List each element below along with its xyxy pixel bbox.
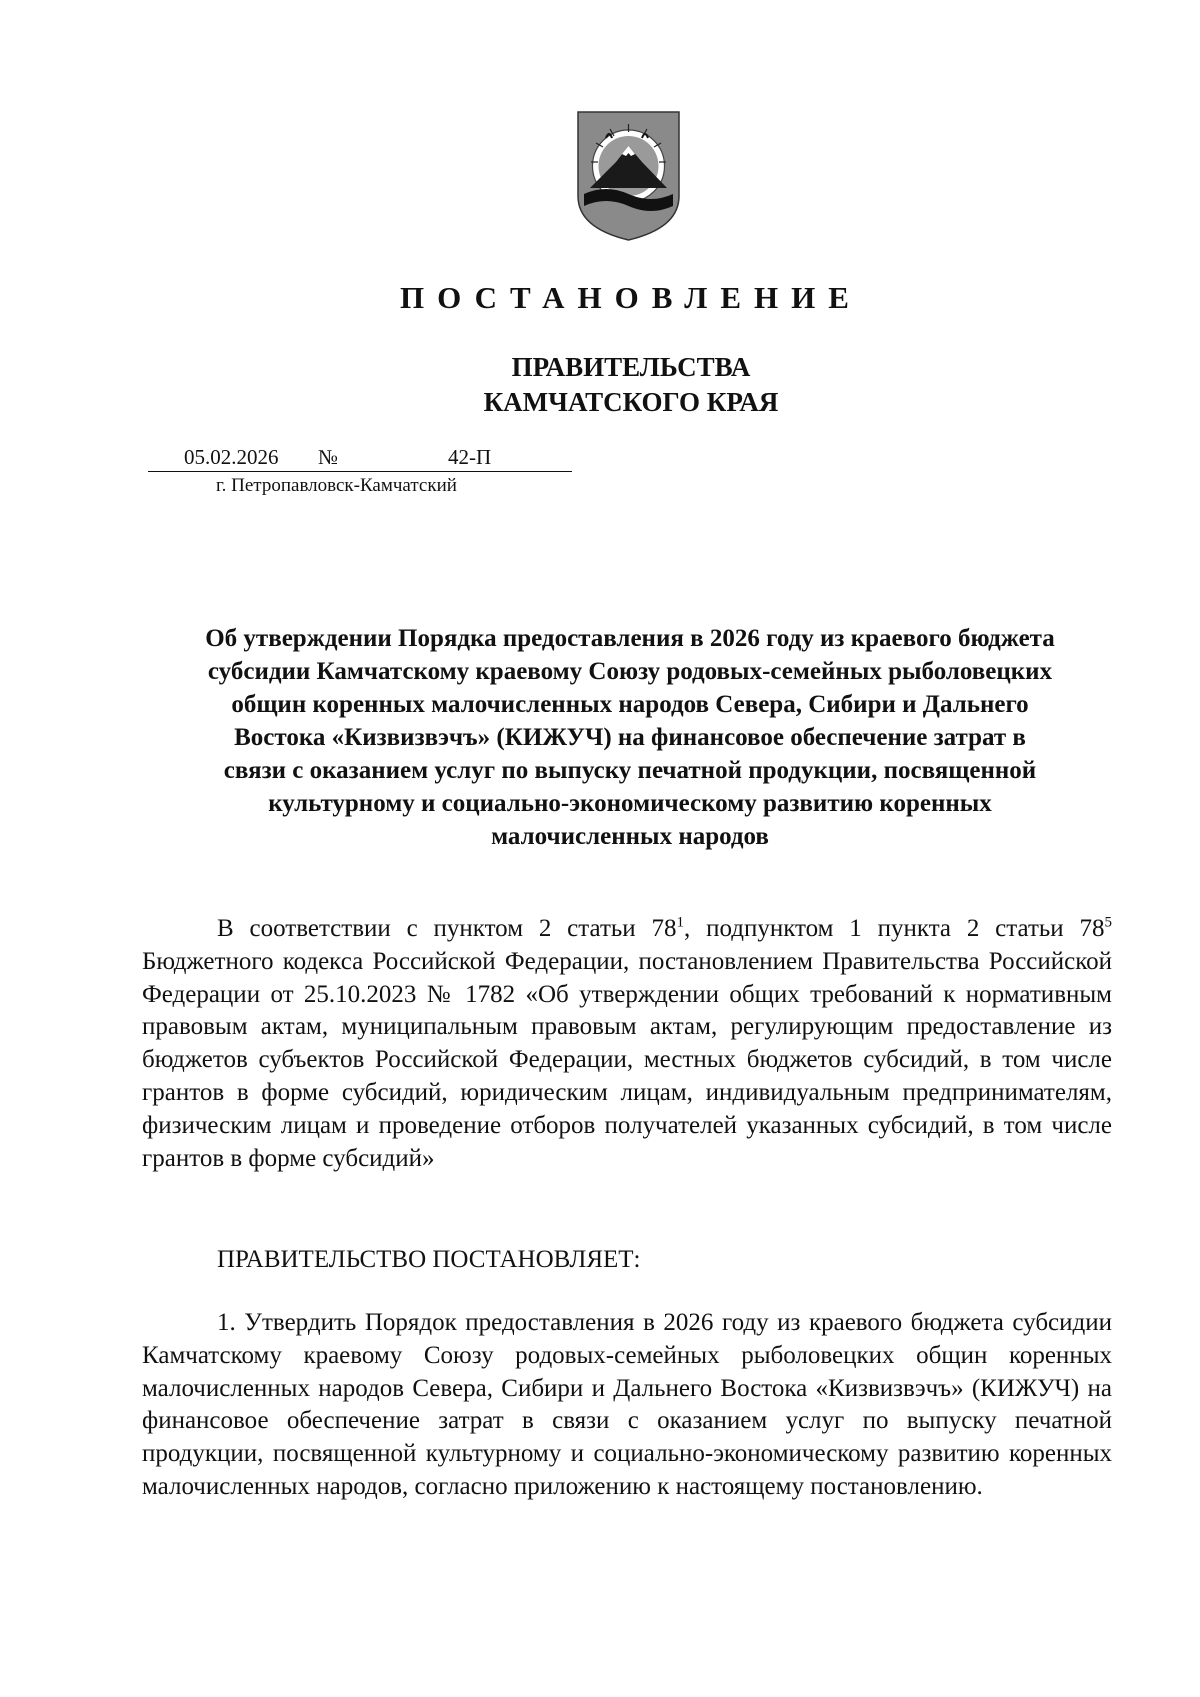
title-line: Об утверждении Порядка предоставления в 2026 году из краевого бюджета <box>205 625 1055 652</box>
document-date: 05.02.2026 <box>184 445 279 469</box>
title-line: субсидии Камчатскому краевому Союзу родовых-семейных рыболовецких <box>207 658 1053 685</box>
title-line: культурному и социально-экономическому развитию коренных <box>268 790 992 817</box>
preamble-part-2: , подпунктом 1 пункта 2 статьи 78 <box>684 915 1105 942</box>
resolves-line: ПРАВИТЕЛЬСТВО ПОСТАНОВЛЯЕТ: <box>217 1246 641 1273</box>
document-type-heading: ПОСТАНОВЛЕНИЕ <box>400 280 862 315</box>
document-city: г. Петропавловск-Камчатский <box>216 475 457 496</box>
document-title <box>130 622 1130 853</box>
title-line: связи с оказанием услуг по выпуску печатной продукции, посвященной <box>223 757 1037 784</box>
document-date-number-line <box>148 445 572 472</box>
title-line: общин коренных малочисленных народов Севера, Сибири и Дальнего <box>231 691 1029 718</box>
preamble-part-1: В соответствии с пунктом 2 статьи 78 <box>217 915 677 942</box>
superscript-1: 1 <box>676 914 684 931</box>
issuer-line-1: ПРАВИТЕЛЬСТВА <box>511 352 751 382</box>
document-number: 42-П <box>448 445 492 469</box>
issuer-heading <box>0 350 1200 420</box>
number-sign: № <box>318 445 339 469</box>
preamble-part-3: Бюджетного кодекса Российской Федерации, постановлением Правительства Российской Федерации от 25.10.2023 № 1782 «Об утверждении общих требований к нормативным правовым актам, муниципальным правовым актам, регулирующим предоставление из бюджетов субъектов Российской Федерации, местных бюджетов субсидий, в том числе грантов в форме субсидий, юридическим лицам, индивидуальным предпринимателям, физическим лицам и проведение отборов получателей указанных субсидий, в том числе грантов в форме субсидий» <box>142 947 1112 1172</box>
clause-1-paragraph: 1. Утвердить Порядок предоставления в 2026 году из краевого бюджета субсидии Камчатскому краевому Союзу родовых-семейных рыболовецких общин коренных малочисленных народов Севера, Сибири и Дальнего Востока «Кизвизвэчъ» (КИЖУЧ) на финансовое обеспечение затрат в связи с оказанием услуг по выпуску печатной продукции, посвященной культурному и социально-экономическому развитию коренных малочисленных народов, согласно приложению к настоящему постановлению. <box>142 1309 1112 1500</box>
issuer-line-2: КАМЧАТСКОГО КРАЯ <box>483 387 779 417</box>
preamble-paragraph <box>142 913 1112 1175</box>
title-line: малочисленных народов <box>491 823 769 850</box>
title-line: Востока «Кизвизвэчъ» (КИЖУЧ) на финансовое обеспечение затрат в <box>234 724 1026 751</box>
kamchatka-coat-of-arms-icon <box>576 110 681 242</box>
superscript-5: 5 <box>1104 914 1112 931</box>
